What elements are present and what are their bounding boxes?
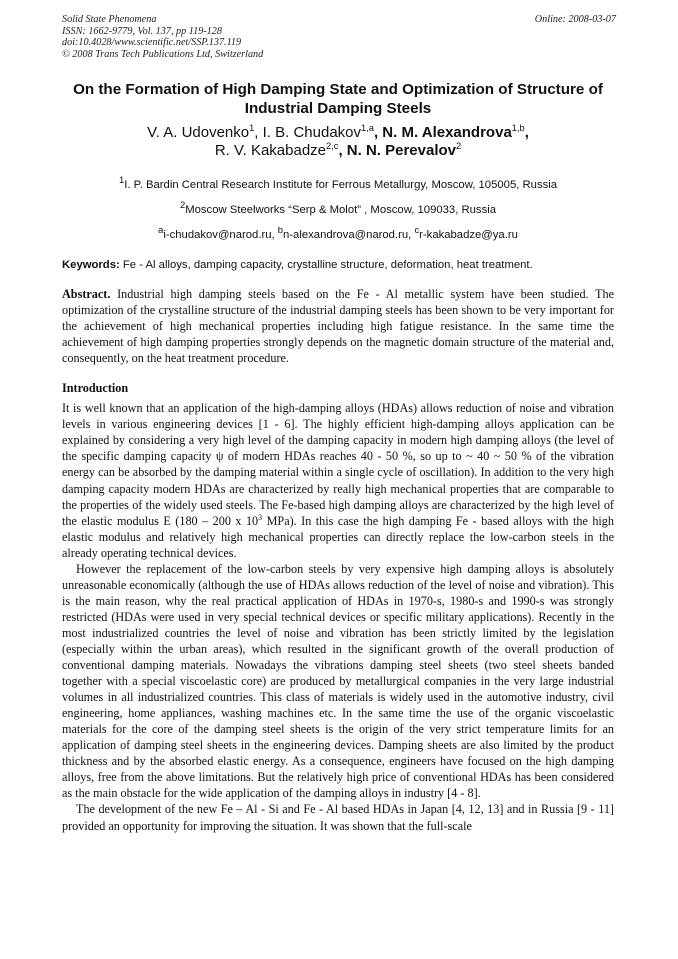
author-line-2: [62, 142, 614, 160]
journal-header: [62, 14, 614, 60]
author-line-1: [62, 124, 614, 142]
author-name: , I. B. Chudakov: [254, 124, 362, 141]
affiliation-2: $^2$Moscow Steelworks “Serp & Molot” , Moscow, 109033, Russia: [179, 198, 497, 216]
email-link[interactable]: r-kakabadze@ya.ru: [419, 228, 518, 241]
abstract: [62, 286, 614, 366]
author-separator: ,: [524, 124, 529, 141]
journal-name: Solid State Phenomena: [62, 14, 157, 25]
intro-paragraph-2: However the replacement of the low-carbon steels by very expensive high damping alloys is absolutely unreasonable economically (although the use of HDAs allows reduction of the level of noise and vibration). This is the main reason, why the real practical application of HDAs in 1970-s, 1980-s and 1990-s was strongly restricted (HDAs were used in very special technical devices or specific military applications). Recently in the most industrialized countries the level of noise and vibration has been strictly limited by the legislation (especially within the urban areas), which resulted in the significant growth of the overall production of conventional damping materials. Nowadays the vibrations damping steel sheets (two steel sheets banded together with a special viscoelastic core) are produced by metallurgical companies in the very large industrial volumes in all industrialized countries. This class of materials is widely used in the automotive industry, civil engineering, home appliances, washing machines etc. In the same time the use of the organic viscoelastic materials for the core of the damping steel sheets is the origin of the very strict temperature limits for an application of damping steel sheets in the engineering devices. Damping sheets are also limited by the product thickness and by the absorbed elastic energy. As a consequence, engineers have focused on the high damping alloys, free from the above limitations. But the relatively high price of conventional HDAs has been considered as the main obstacle for the wide application of the damping alloys in industry [4 - 8].: [62, 561, 614, 801]
email-line: $^a$i-chudakov@narod.ru, $^b$n-alexandrova@narod.ru, $^c$r-kakabadze@ya.ru: [158, 223, 518, 241]
affiliation-1: $^1$I. P. Bardin Central Research Institute for Ferrous Metallurgy, Moscow, 105005, Russia: [118, 174, 558, 191]
email-link[interactable]: n-alexandrova@narod.ru,: [283, 228, 415, 241]
author-name: R. V. Kakabadze: [214, 142, 327, 159]
author-name: , N. N. Perevalov: [338, 142, 456, 159]
paper-title: On the Formation of High Damping State and Optimization of Structure of Industrial Damping Steels: [73, 81, 603, 117]
keywords: [62, 258, 614, 272]
intro-paragraph-3: The development of the new Fe – Al - Si and Fe - Al based HDAs in Japan [4, 12, 13] and in Russia [9 - 11] provided an opportunity for improving the situation. It was shown that the full-scale: [62, 802, 614, 833]
online-date: Online: 2008-03-07: [534, 14, 616, 25]
author-name: V. A. Udovenko: [147, 124, 250, 141]
keywords-label: Keywords:: [62, 259, 120, 272]
intro-paragraph-1: It is well known that an application of the high-damping alloys (HDAs) allows reduction of noise and vibration levels in various engineering devices [1 - 6]. The highly efficient high-damping alloys application can be explained by considering a very high level of the damping capacity in modern high damping alloys (the level of the specific damping capacity ψ of modern HDAs reaches 40 - 50 %, so up to ~ 40 ~ 50 % of the vibration energy can be absorbed by the damping material within a single cycle of oscillation). In addition to the very high damping capacity modern HDAs are characterized by really high mechanical properties that are comparable to the properties of the widely used steels. The Fe-based high damping alloys are characterized by the high level of the elastic modulus E (180 – 200 x $10^3$ MPa). In this case the high damping Fe - based alloys with the high elastic modulus and relatively high mechanical properties can directly replace the low-carbon steels in the already operating technical devices.: [62, 401, 614, 560]
author-affiliation-mark: 1,a: [361, 123, 374, 133]
keywords-text: Fe - Al alloys, damping capacity, crystalline structure, deformation, heat treatment.: [119, 259, 533, 272]
issn-line: ISSN: 1662-9779, Vol. 137, pp 119-128: [62, 25, 222, 37]
doi-line: doi:10.4028/www.scientific.net/SSP.137.119: [62, 37, 242, 48]
author-list: [62, 124, 614, 160]
author-name: , N. M. Alexandrova: [373, 124, 512, 141]
author-affiliation-mark: 1,b: [511, 123, 525, 133]
copyright-line: © 2008 Trans Tech Publications Ltd, Switzerland: [62, 48, 264, 60]
paper-page: [62, 14, 614, 834]
section-heading-introduction: Introduction: [62, 381, 129, 396]
email-link[interactable]: i-chudakov@narod.ru,: [163, 228, 278, 241]
author-affiliation-mark: 2,c: [326, 141, 339, 151]
affiliations: [62, 170, 614, 244]
author-affiliation-mark: 2: [456, 141, 462, 151]
author-affiliation-mark: 1: [249, 123, 255, 133]
abstract-label: Abstract.: [62, 287, 111, 302]
abstract-text: Industrial high damping steels based on the Fe - Al metallic system have been studied. The optimization of the crystalline structure of the industrial damping steels has been shown to be very important for the achievement of high mechanical properties including high fatigue resistance. In the same time the achievement of high damping properties strongly depends on the magnetic domain structure of the material and, consequently, on the heat treatment procedure.: [62, 287, 614, 366]
